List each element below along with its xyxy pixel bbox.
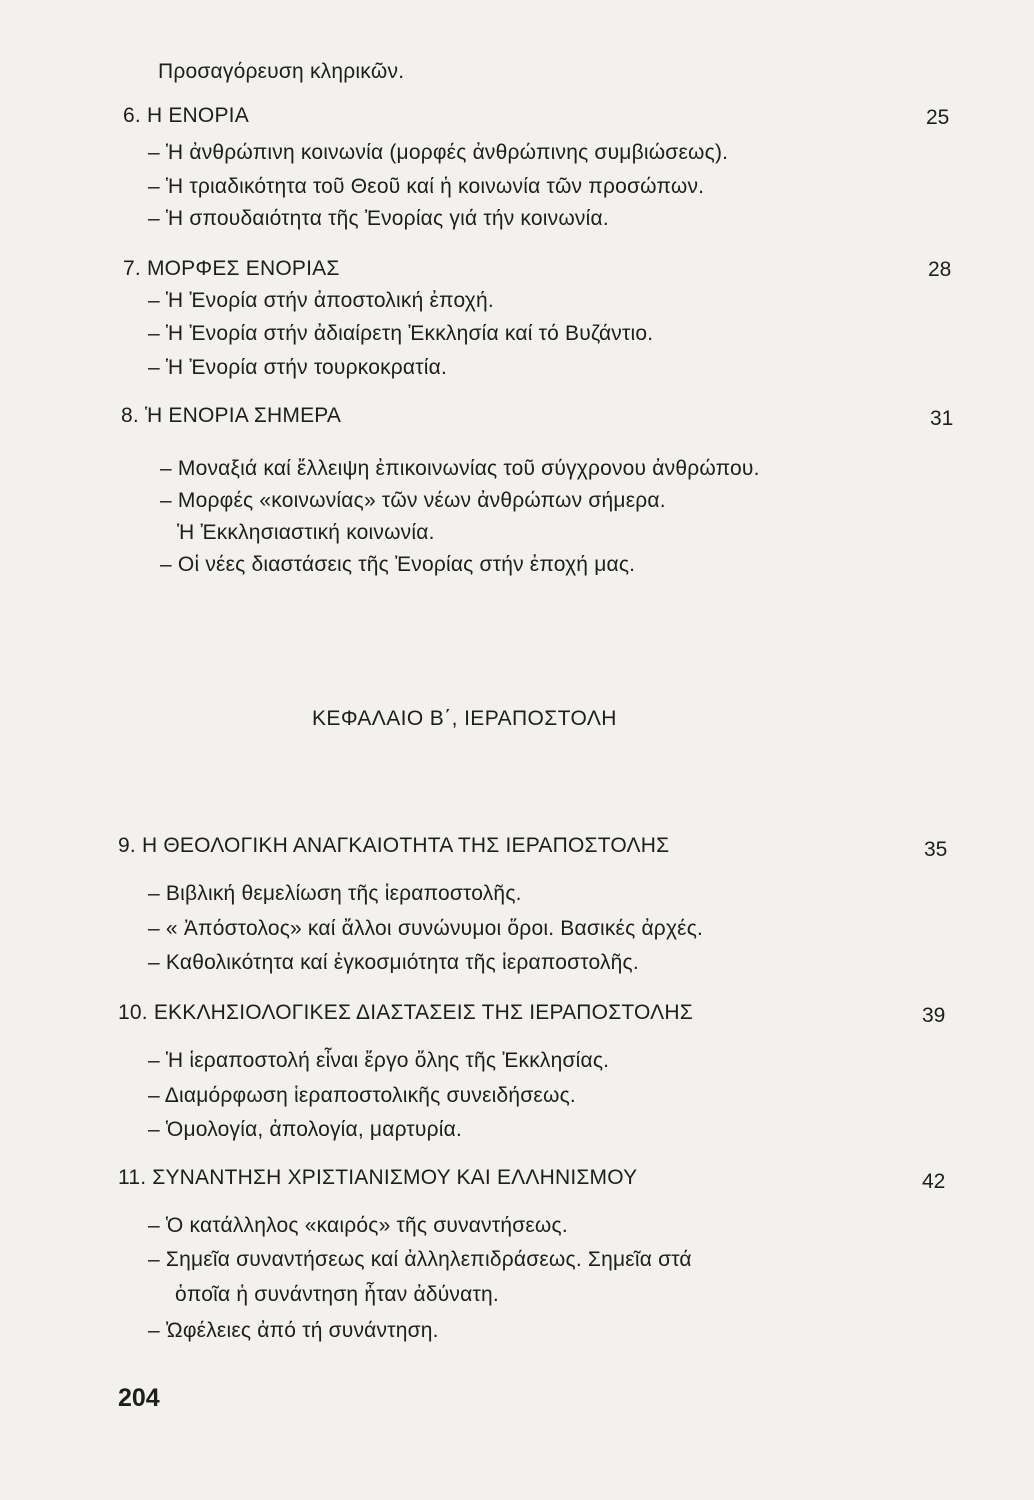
section-8-item: – Μορφές «κοινωνίας» τῶν νέων ἀνθρώπων σήμερα. [160, 489, 666, 512]
section-9-item: – Βιβλική θεμελίωση τῆς ἱεραποστολῆς. [148, 882, 522, 905]
section-9-item: – « Ἀπόστολος» καί ἄλλοι συνώνυμοι ὅροι. Βασικές ἀρχές. [148, 917, 704, 940]
section-7-page: 28 [928, 258, 952, 281]
section-11-item: – Ὠφέλειες ἀπό τή συνάντηση. [148, 1319, 439, 1342]
section-7-item: – Ἡ Ἐνορία στήν ἀποστολική ἐποχή. [148, 289, 494, 312]
section-11-item: – Ὁ κατάλληλος «καιρός» τῆς συναντήσεως. [148, 1214, 568, 1237]
section-6-title: 6. Η ΕΝΟΡΙΑ [123, 104, 249, 127]
section-8-item: – Μοναξιά καί ἔλλειψη ἐπικοινωνίας τοῦ σύγχρονου ἀνθρώπου. [160, 457, 760, 480]
section-6-page: 25 [926, 106, 950, 129]
section-11-item: ὁποῖα ἡ συνάντηση ἦταν ἀδύνατη. [175, 1283, 499, 1306]
section-9-item: – Καθολικότητα καί ἐγκοσμιότητα τῆς ἱεραποστολῆς. [148, 951, 639, 974]
section-10-item: – Ἡ ἱεραποστολή εἶναι ἔργο ὅλης τῆς Ἐκκλησίας. [148, 1049, 610, 1072]
section-11-title: 11. ΣΥΝΑΝΤΗΣΗ ΧΡΙΣΤΙΑΝΙΣΜΟΥ ΚΑΙ ΕΛΛΗΝΙΣΜΟΥ [118, 1166, 638, 1189]
intro-line: Προσαγόρευση κληρικῶν. [158, 60, 405, 83]
section-8-page: 31 [930, 407, 954, 430]
section-7-title: 7. ΜΟΡΦΕΣ ΕΝΟΡΙΑΣ [123, 257, 340, 280]
section-7-item: – Ἡ Ἐνορία στήν ἀδιαίρετη Ἐκκλησία καί τό Βυζάντιο. [148, 322, 654, 345]
section-6-item: – Ἡ σπουδαιότητα τῆς Ἐνορίας γιά τήν κοινωνία. [148, 207, 609, 230]
section-10-item: – Διαμόρφωση ἱεραποστολικῆς συνειδήσεως. [148, 1084, 576, 1107]
section-8-item: Ἡ Ἐκκλησιαστική κοινωνία. [177, 521, 435, 544]
section-10-page: 39 [922, 1004, 946, 1027]
section-9-page: 35 [924, 838, 948, 861]
section-6-item: – Ἡ τριαδικότητα τοῦ Θεοῦ καί ἡ κοινωνία τῶν προσώπων. [148, 175, 705, 198]
section-6-item: – Ἡ ἀνθρώπινη κοινωνία (μορφές ἀνθρώπινης συμβιώσεως). [148, 141, 729, 164]
section-8-title: 8. Ἡ ΕΝΟΡΙΑ ΣΗΜΕΡΑ [121, 404, 342, 427]
section-11-page: 42 [922, 1170, 946, 1193]
section-10-item: – Ὁμολογία, ἀπολογία, μαρτυρία. [148, 1118, 462, 1141]
section-10-title: 10. ΕΚΚΛΗΣΙΟΛΟΓΙΚΕΣ ΔΙΑΣΤΑΣΕΙΣ ΤΗΣ ΙΕΡΑΠΟΣΤΟΛΗΣ [118, 1001, 693, 1024]
section-7-item: – Ἡ Ἐνορία στήν τουρκοκρατία. [148, 356, 448, 379]
chapter-heading: ΚΕΦΑΛΑΙΟ Β΄, ΙΕΡΑΠΟΣΤΟΛΗ [312, 707, 617, 730]
page-number: 204 [118, 1384, 160, 1412]
section-8-item: – Οἱ νέες διαστάσεις τῆς Ἐνορίας στήν ἐποχή μας. [160, 553, 636, 576]
section-9-title: 9. Η ΘΕΟΛΟΓΙΚΗ ΑΝΑΓΚΑΙΟΤΗΤΑ ΤΗΣ ΙΕΡΑΠΟΣΤΟΛΗΣ [118, 834, 670, 857]
section-11-item: – Σημεῖα συναντήσεως καί ἀλληλεπιδράσεως. Σημεῖα στά [148, 1248, 692, 1271]
